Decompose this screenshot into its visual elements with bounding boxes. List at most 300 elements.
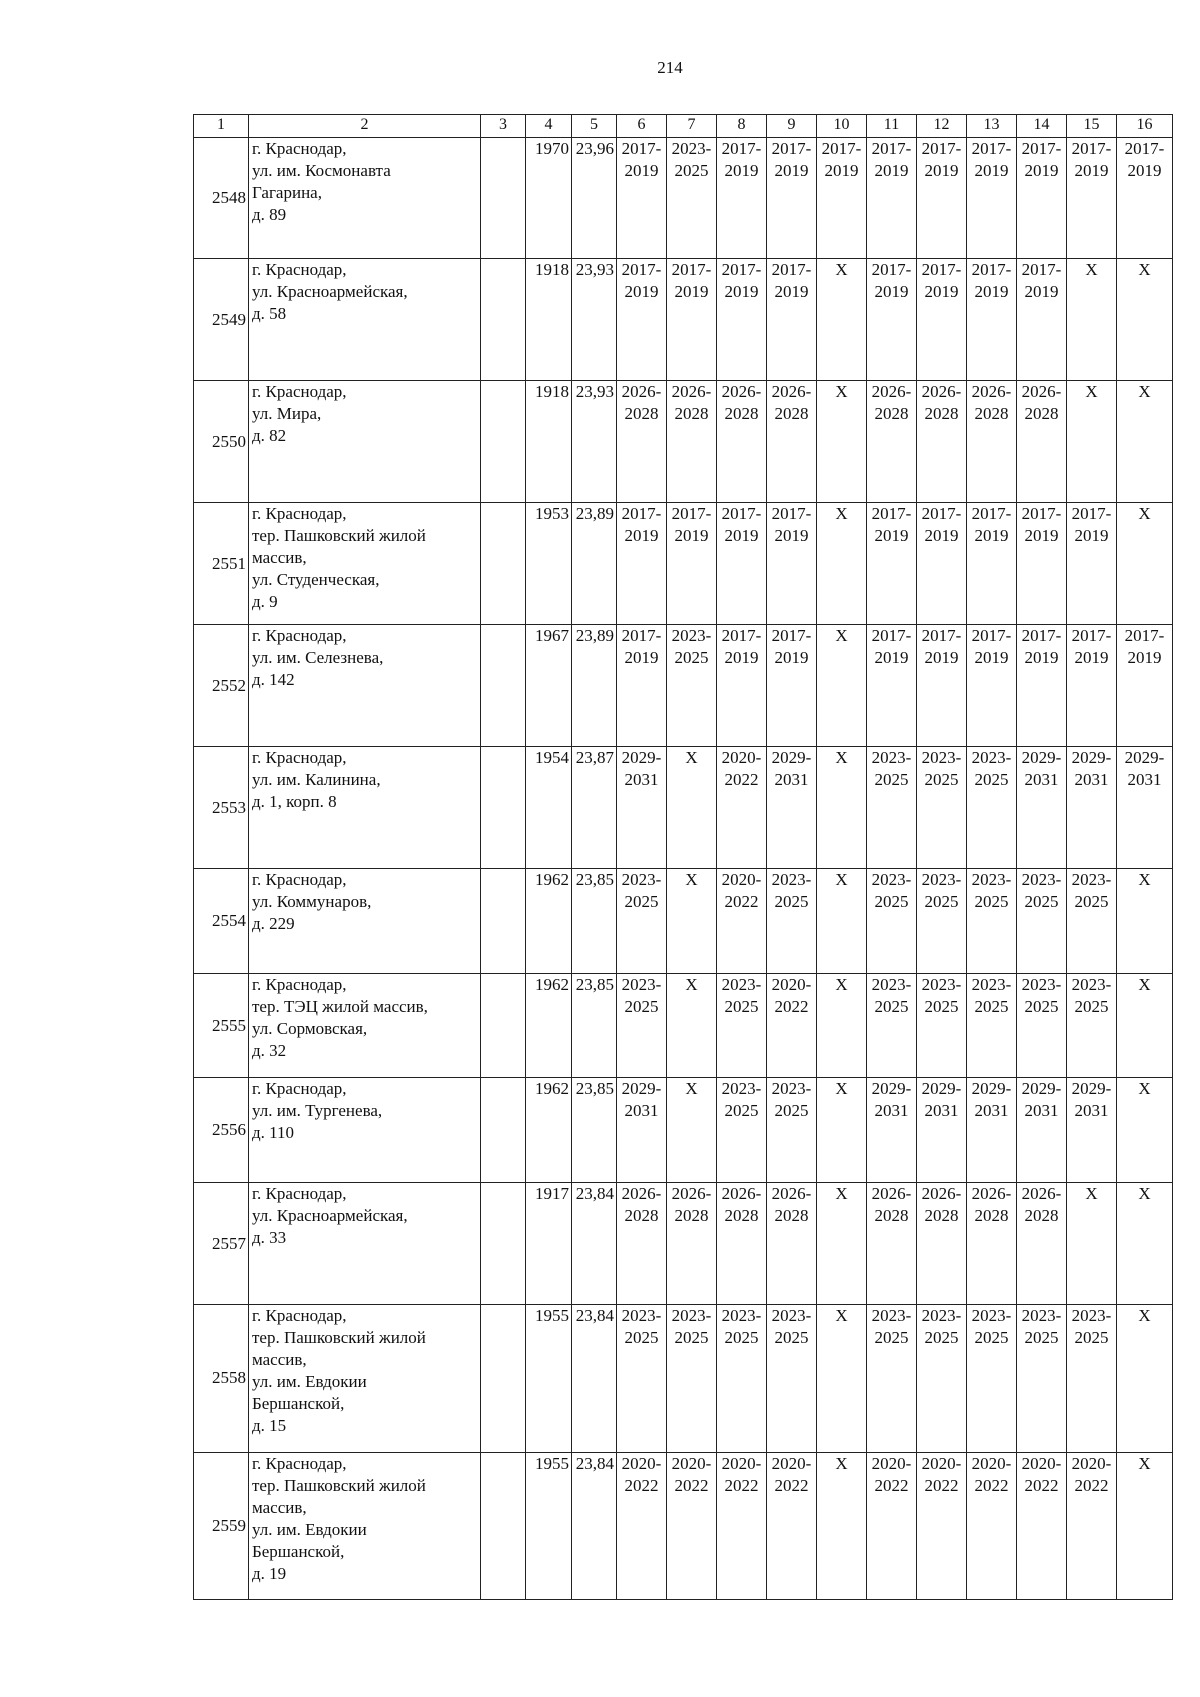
period-text: 2023- (971, 975, 1012, 995)
period-text: 2023- (671, 139, 712, 158)
period-text: 2028 (974, 404, 1009, 424)
page-number: 214 (657, 58, 683, 77)
address-line: д. 89 (252, 205, 287, 224)
period-cell (817, 1452, 867, 1599)
period-cell (817, 747, 867, 869)
address-line: г. Краснодар, (252, 504, 347, 524)
period-cell (867, 625, 917, 747)
address-line: ул. им. Калинина, (252, 770, 381, 790)
period-text: 2022 (974, 1475, 1009, 1495)
period-cell (1067, 381, 1117, 503)
period-text: 2031 (1024, 770, 1059, 790)
period-cell (917, 138, 967, 259)
year-cell: 1955 (526, 1305, 572, 1452)
period-text: 2023- (921, 870, 962, 890)
period-cell (717, 1078, 767, 1183)
period-cell (967, 747, 1017, 869)
period-text: 2031 (924, 1101, 959, 1121)
period-text: 2017- (771, 626, 812, 646)
period-text: 2028 (974, 1206, 1009, 1226)
address-line: г. Краснодар, (252, 870, 347, 890)
period-text: 2020- (721, 1453, 762, 1473)
value-cell: 23,84 (572, 1452, 617, 1599)
period-cell (617, 1183, 667, 1305)
address-line: ул. Коммунаров, (252, 892, 372, 912)
period-cell (967, 869, 1017, 974)
period-cell (1067, 869, 1117, 974)
address-line: массив, (252, 548, 307, 568)
period-text: 2025 (974, 892, 1009, 912)
period-text: 2028 (1024, 1206, 1059, 1226)
period-text: 2025 (974, 770, 1009, 790)
column-header: 15 (1067, 115, 1117, 138)
period-cell (717, 869, 767, 974)
period-text: 2019 (774, 526, 809, 546)
address-line: тер. Пашковский жилой (252, 1328, 426, 1348)
period-cell (917, 1183, 967, 1305)
period-text: 2028 (624, 1206, 659, 1226)
period-text: 2025 (774, 892, 809, 912)
period-cell (1117, 381, 1173, 503)
period-text: 2028 (1024, 404, 1059, 424)
column-header: 2 (249, 115, 481, 138)
period-text: X (1138, 1306, 1151, 1326)
period-cell (867, 381, 917, 503)
period-text: 2023- (871, 870, 912, 890)
address-cell (249, 747, 481, 869)
value-cell: 23,84 (572, 1183, 617, 1305)
period-text: X (685, 748, 698, 768)
period-text: 2028 (924, 404, 959, 424)
row-number: 2548 (194, 138, 249, 259)
period-text: 2025 (874, 892, 909, 912)
period-text: X (1138, 504, 1151, 524)
year-cell: 1970 (526, 138, 572, 259)
period-text: 2023- (871, 975, 912, 995)
period-cell (717, 138, 767, 259)
period-text: 2019 (624, 526, 659, 546)
column-header: 8 (717, 115, 767, 138)
period-text: 2019 (724, 161, 759, 180)
schedule-table (193, 114, 1173, 1600)
period-text: 2017- (721, 504, 762, 524)
address-line: тер. Пашковский жилой (252, 1475, 426, 1495)
period-text: 2031 (1074, 1101, 1109, 1121)
period-text: 2026- (871, 382, 912, 402)
period-text: 2029- (771, 748, 812, 768)
period-text: 2023- (671, 1306, 712, 1326)
table-row (194, 1452, 1173, 1599)
period-text: 2025 (1024, 997, 1059, 1017)
period-text: X (835, 260, 848, 280)
period-cell (967, 259, 1017, 381)
period-text: 2028 (674, 1206, 709, 1226)
period-cell (1017, 503, 1067, 625)
row-number: 2557 (194, 1183, 249, 1305)
period-cell (617, 1078, 667, 1183)
period-cell (767, 1078, 817, 1183)
period-cell (917, 381, 967, 503)
period-cell (767, 747, 817, 869)
period-cell (867, 1452, 917, 1599)
period-text: 2019 (1074, 526, 1109, 546)
period-cell (817, 974, 867, 1078)
value-cell: 23,85 (572, 1078, 617, 1183)
period-text: 2023- (971, 1306, 1012, 1326)
period-text: X (1085, 260, 1098, 280)
period-text: 2017- (671, 504, 712, 524)
period-text: 2017- (871, 626, 912, 646)
column-header: 7 (667, 115, 717, 138)
period-cell (667, 747, 717, 869)
period-text: X (685, 870, 698, 890)
period-text: 2019 (924, 161, 959, 180)
period-text: 2029- (921, 1079, 962, 1099)
period-cell (667, 1305, 717, 1452)
column-header: 10 (817, 115, 867, 138)
period-cell (867, 1305, 917, 1452)
period-cell (667, 1452, 717, 1599)
period-text: 2026- (621, 1184, 662, 1204)
period-text: 2017- (1021, 139, 1062, 158)
address-cell (249, 1452, 481, 1599)
period-text: 2025 (874, 997, 909, 1017)
period-text: X (1085, 382, 1098, 402)
period-cell (967, 625, 1017, 747)
period-text: 2017- (971, 504, 1012, 524)
period-text: 2019 (1127, 648, 1162, 668)
period-text: 2019 (624, 161, 659, 180)
period-text: 2031 (874, 1101, 909, 1121)
period-text: 2025 (624, 892, 659, 912)
column-3-cell (481, 381, 526, 503)
period-text: 2023- (921, 1306, 962, 1326)
period-text: 2022 (774, 1475, 809, 1495)
period-text: X (685, 1079, 698, 1099)
period-text: 2019 (624, 282, 659, 302)
period-cell (1067, 1305, 1117, 1452)
period-cell (1067, 503, 1117, 625)
period-text: 2023- (721, 1079, 762, 1099)
period-text: 2023- (921, 748, 962, 768)
address-line: д. 110 (252, 1123, 295, 1143)
period-text: 2029- (1021, 1079, 1062, 1099)
address-line: д. 229 (252, 914, 295, 934)
period-text: 2017- (871, 504, 912, 524)
period-cell (1067, 1452, 1117, 1599)
period-text: 2019 (874, 526, 909, 546)
column-header: 14 (1017, 115, 1067, 138)
period-text: 2029- (1124, 748, 1165, 768)
period-cell (717, 1452, 767, 1599)
period-cell (717, 747, 767, 869)
period-text: 2026- (621, 382, 662, 402)
period-cell (767, 1305, 817, 1452)
table-row (194, 747, 1173, 869)
period-text: 2029- (1071, 1079, 1112, 1099)
period-cell (817, 869, 867, 974)
value-cell: 23,89 (572, 503, 617, 625)
period-cell (817, 259, 867, 381)
period-cell (867, 747, 917, 869)
period-cell (1117, 1305, 1173, 1452)
period-text: 2025 (724, 1328, 759, 1348)
period-text: 2023- (621, 1306, 662, 1326)
period-cell (767, 1183, 817, 1305)
period-text: 2017- (1071, 626, 1112, 646)
period-cell (867, 869, 917, 974)
period-cell (867, 1183, 917, 1305)
period-text: 2026- (971, 1184, 1012, 1204)
period-cell (1117, 625, 1173, 747)
period-text: 2025 (974, 997, 1009, 1017)
period-text: 2017- (1124, 626, 1165, 646)
table-row (194, 381, 1173, 503)
period-text: 2019 (924, 282, 959, 302)
period-text: 2025 (724, 1101, 759, 1121)
period-cell (817, 1305, 867, 1452)
period-text: 2031 (1024, 1101, 1059, 1121)
period-cell (617, 503, 667, 625)
address-line: д. 9 (252, 592, 278, 612)
period-text: 2029- (621, 748, 662, 768)
period-text: 2017- (771, 139, 812, 158)
column-3-cell (481, 1183, 526, 1305)
period-cell (1017, 869, 1067, 974)
period-cell (767, 974, 817, 1078)
period-text: X (1138, 382, 1151, 402)
column-header: 1 (194, 115, 249, 138)
period-text: 2025 (1024, 1328, 1059, 1348)
header-row (194, 115, 1173, 138)
period-text: 2028 (624, 404, 659, 424)
period-text: 2029- (621, 1079, 662, 1099)
period-cell (967, 381, 1017, 503)
period-text: 2017- (621, 504, 662, 524)
period-cell (667, 259, 717, 381)
table-row (194, 1183, 1173, 1305)
period-cell (967, 1305, 1017, 1452)
period-text: 2019 (874, 648, 909, 668)
period-cell (617, 974, 667, 1078)
period-text: 2031 (774, 770, 809, 790)
period-cell (717, 259, 767, 381)
period-cell (917, 1452, 967, 1599)
period-cell (617, 625, 667, 747)
period-text: 2025 (624, 997, 659, 1017)
period-text: 2026- (921, 1184, 962, 1204)
address-line: ул. Красноармейская, (252, 282, 408, 302)
period-text: 2028 (774, 404, 809, 424)
value-cell: 23,85 (572, 974, 617, 1078)
period-text: X (1138, 260, 1151, 280)
column-3-cell (481, 974, 526, 1078)
period-cell (1117, 503, 1173, 625)
period-text: 2017- (971, 260, 1012, 280)
period-text: X (835, 1453, 848, 1473)
address-line: г. Краснодар, (252, 975, 347, 995)
period-text: 2031 (974, 1101, 1009, 1121)
period-cell (917, 503, 967, 625)
table-row (194, 138, 1173, 259)
period-text: 2017- (1021, 504, 1062, 524)
period-text: 2019 (774, 161, 809, 180)
period-cell (1017, 1305, 1067, 1452)
period-text: 2020- (871, 1453, 912, 1473)
period-text: 2019 (924, 648, 959, 668)
period-cell (1017, 1183, 1067, 1305)
period-text: 2019 (624, 648, 659, 668)
period-text: 2017- (871, 139, 912, 158)
year-cell: 1917 (526, 1183, 572, 1305)
address-line: тер. ТЭЦ жилой массив, (252, 997, 428, 1017)
year-cell: 1918 (526, 381, 572, 503)
period-text: 2019 (824, 161, 859, 180)
period-text: 2026- (671, 382, 712, 402)
row-number: 2553 (194, 747, 249, 869)
address-line: г. Краснодар, (252, 1453, 347, 1473)
period-text: 2019 (924, 526, 959, 546)
period-text: 2025 (674, 1328, 709, 1348)
period-text: 2029- (871, 1079, 912, 1099)
column-header: 16 (1117, 115, 1173, 138)
period-text: 2017- (871, 260, 912, 280)
period-text: 2019 (1074, 648, 1109, 668)
period-text: X (1138, 1184, 1151, 1204)
period-text: 2019 (974, 526, 1009, 546)
period-text: 2020- (771, 975, 812, 995)
period-text: 2017- (1021, 260, 1062, 280)
period-text: 2019 (874, 161, 909, 180)
address-cell (249, 381, 481, 503)
period-cell (717, 1183, 767, 1305)
period-text: 2017- (1071, 504, 1112, 524)
period-cell (1017, 974, 1067, 1078)
period-text: 2031 (624, 770, 659, 790)
period-text: 2019 (1074, 161, 1109, 180)
column-header: 13 (967, 115, 1017, 138)
period-cell (767, 625, 817, 747)
period-text: 2025 (924, 1328, 959, 1348)
address-cell (249, 869, 481, 974)
year-cell: 1962 (526, 1078, 572, 1183)
period-text: 2017- (621, 626, 662, 646)
period-text: X (1138, 870, 1151, 890)
period-text: 2031 (1127, 770, 1162, 790)
period-cell (717, 1305, 767, 1452)
period-text: X (685, 975, 698, 995)
address-line: д. 19 (252, 1563, 287, 1583)
period-text: 2020- (721, 748, 762, 768)
period-cell (1017, 1452, 1067, 1599)
period-cell (767, 869, 817, 974)
address-line: ул. им. Евдокии (252, 1519, 367, 1539)
column-header: 11 (867, 115, 917, 138)
period-text: 2019 (724, 282, 759, 302)
period-text: 2017- (821, 139, 862, 158)
value-cell: 23,89 (572, 625, 617, 747)
period-cell (967, 503, 1017, 625)
period-text: 2019 (1024, 526, 1059, 546)
period-cell (717, 625, 767, 747)
period-text: 2025 (1074, 892, 1109, 912)
address-cell (249, 259, 481, 381)
period-text: 2017- (1071, 139, 1112, 158)
year-cell: 1955 (526, 1452, 572, 1599)
period-text: 2019 (674, 282, 709, 302)
period-text: 2017- (721, 139, 762, 158)
period-text: 2028 (724, 1206, 759, 1226)
period-text: 2020- (721, 870, 762, 890)
period-text: 2026- (721, 382, 762, 402)
address-line: д. 33 (252, 1228, 287, 1248)
period-cell (1017, 747, 1067, 869)
period-text: 2019 (724, 648, 759, 668)
period-cell (667, 869, 717, 974)
period-cell (667, 503, 717, 625)
table-row (194, 1078, 1173, 1183)
period-cell (1067, 974, 1117, 1078)
period-text: 2025 (874, 770, 909, 790)
value-cell: 23,96 (572, 138, 617, 259)
period-text: 2023- (921, 975, 962, 995)
period-cell (917, 869, 967, 974)
period-text: X (835, 975, 848, 995)
period-cell (817, 503, 867, 625)
column-header: 9 (767, 115, 817, 138)
row-number: 2555 (194, 974, 249, 1078)
period-text: 2023- (1021, 870, 1062, 890)
address-line: ул. им. Космонавта (252, 161, 391, 180)
period-text: 2028 (674, 404, 709, 424)
year-cell: 1954 (526, 747, 572, 869)
period-text: 2022 (674, 1475, 709, 1495)
period-cell (1117, 1183, 1173, 1305)
period-text: 2023- (1021, 975, 1062, 995)
row-number: 2551 (194, 503, 249, 625)
period-cell (817, 1183, 867, 1305)
period-text: 2023- (1071, 870, 1112, 890)
period-cell (1067, 138, 1117, 259)
period-text: X (835, 1184, 848, 1204)
period-cell (1017, 138, 1067, 259)
column-header: 6 (617, 115, 667, 138)
period-text: 2026- (1021, 1184, 1062, 1204)
address-line: д. 58 (252, 304, 287, 324)
period-cell (817, 1078, 867, 1183)
period-cell (867, 503, 917, 625)
period-text: 2031 (624, 1101, 659, 1121)
period-text: 2023- (721, 975, 762, 995)
year-cell: 1953 (526, 503, 572, 625)
period-text: 2023- (1021, 1306, 1062, 1326)
value-cell: 23,93 (572, 381, 617, 503)
period-text: 2023- (671, 626, 712, 646)
address-line: ул. им. Селезнева, (252, 648, 384, 668)
period-text: 2025 (874, 1328, 909, 1348)
address-line: г. Краснодар, (252, 1306, 347, 1326)
column-3-cell (481, 503, 526, 625)
column-header: 3 (481, 115, 526, 138)
row-number: 2556 (194, 1078, 249, 1183)
period-text: 2029- (1021, 748, 1062, 768)
period-cell (817, 381, 867, 503)
period-text: 2025 (1074, 997, 1109, 1017)
period-cell (667, 1078, 717, 1183)
period-cell (817, 138, 867, 259)
period-text: X (835, 1079, 848, 1099)
address-cell (249, 974, 481, 1078)
